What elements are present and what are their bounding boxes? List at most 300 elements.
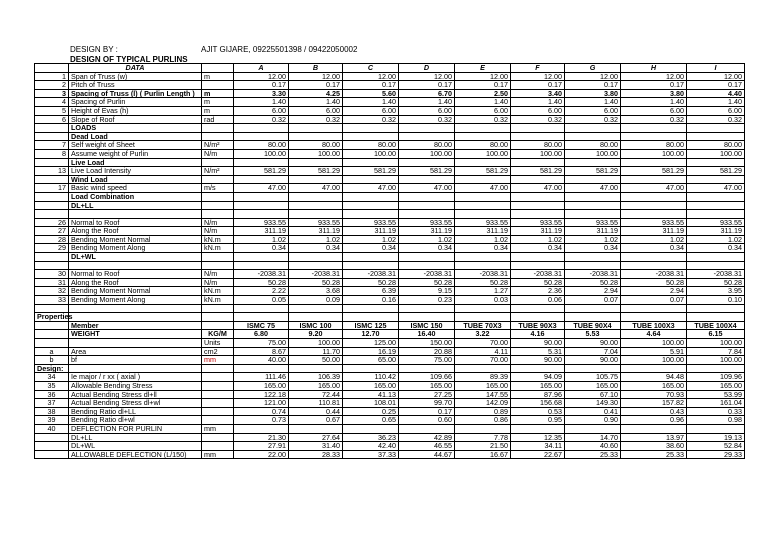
value-cell[interactable]: 0.74	[234, 407, 289, 416]
value-cell[interactable]: 933.55	[455, 218, 511, 227]
row-label-cell[interactable]: Dead Load	[69, 132, 202, 141]
value-cell[interactable]: 0.34	[565, 244, 621, 253]
value-cell[interactable]: 1.40	[621, 98, 687, 107]
value-cell[interactable]: 90.00	[511, 339, 565, 348]
value-cell[interactable]: 27.25	[399, 390, 455, 399]
value-cell[interactable]	[289, 253, 343, 262]
value-cell[interactable]: 2.22	[234, 287, 289, 296]
value-cell[interactable]: C	[343, 64, 399, 73]
row-number-cell[interactable]	[35, 433, 69, 442]
row-number-cell[interactable]	[35, 192, 69, 201]
value-cell[interactable]: 1.40	[343, 98, 399, 107]
value-cell[interactable]: I	[687, 64, 745, 73]
value-cell[interactable]: 1.02	[234, 235, 289, 244]
value-cell[interactable]: ISMC 125	[343, 321, 399, 330]
row-number-cell[interactable]: 26	[35, 218, 69, 227]
value-cell[interactable]	[687, 124, 745, 133]
value-cell[interactable]: 1.40	[565, 98, 621, 107]
value-cell[interactable]: D	[399, 64, 455, 73]
value-cell[interactable]: 12.00	[565, 72, 621, 81]
value-cell[interactable]: -2038.31	[289, 270, 343, 279]
value-cell[interactable]: 6.70	[399, 89, 455, 98]
row-label-cell[interactable]: Pitch of Truss	[69, 81, 202, 90]
value-cell[interactable]: 80.00	[511, 141, 565, 150]
row-label-cell[interactable]: Load Combination	[69, 192, 202, 201]
row-label-cell[interactable]: LOADS	[69, 124, 202, 133]
row-label-cell[interactable]: Actual Bending Stress dl+ll	[69, 390, 202, 399]
row-number-cell[interactable]	[35, 253, 69, 262]
value-cell[interactable]: 311.19	[234, 227, 289, 236]
value-cell[interactable]	[621, 253, 687, 262]
value-cell[interactable]: 0.32	[343, 115, 399, 124]
unit-cell[interactable]: kN.m	[202, 244, 234, 253]
row-number-cell[interactable]: 33	[35, 296, 69, 305]
value-cell[interactable]: 38.60	[621, 442, 687, 451]
value-cell[interactable]: 150.00	[399, 339, 455, 348]
value-cell[interactable]: 0.34	[687, 244, 745, 253]
value-cell[interactable]	[511, 124, 565, 133]
unit-cell[interactable]: m/s	[202, 184, 234, 193]
value-cell[interactable]: 28.33	[289, 450, 343, 459]
unit-cell[interactable]	[202, 210, 234, 219]
value-cell[interactable]: 47.00	[687, 184, 745, 193]
value-cell[interactable]: 25.33	[565, 450, 621, 459]
value-cell[interactable]	[621, 210, 687, 219]
value-cell[interactable]: A	[234, 64, 289, 73]
value-cell[interactable]	[565, 253, 621, 262]
value-cell[interactable]: 0.65	[343, 416, 399, 425]
value-cell[interactable]: 157.82	[621, 399, 687, 408]
row-number-cell[interactable]: 34	[35, 373, 69, 382]
value-cell[interactable]: 0.44	[289, 407, 343, 416]
unit-cell[interactable]	[202, 373, 234, 382]
value-cell[interactable]	[687, 192, 745, 201]
unit-cell[interactable]	[202, 433, 234, 442]
value-cell[interactable]: -2038.31	[234, 270, 289, 279]
value-cell[interactable]: 12.00	[687, 72, 745, 81]
value-cell[interactable]: 933.55	[565, 218, 621, 227]
value-cell[interactable]: 100.00	[621, 149, 687, 158]
row-label-cell[interactable]: Bending Moment Along	[69, 296, 202, 305]
unit-cell[interactable]: N/m	[202, 227, 234, 236]
row-number-cell[interactable]: 13	[35, 167, 69, 176]
value-cell[interactable]: 41.13	[343, 390, 399, 399]
value-cell[interactable]	[565, 201, 621, 210]
value-cell[interactable]: 100.00	[687, 339, 745, 348]
value-cell[interactable]: 50.28	[687, 278, 745, 287]
value-cell[interactable]: 0.06	[511, 296, 565, 305]
row-label-cell[interactable]: Bending Ratio dl+wl	[69, 416, 202, 425]
value-cell[interactable]: H	[621, 64, 687, 73]
value-cell[interactable]: 6.80	[234, 330, 289, 339]
value-cell[interactable]: 47.00	[343, 184, 399, 193]
value-cell[interactable]: 0.34	[511, 244, 565, 253]
row-number-cell[interactable]: 7	[35, 141, 69, 150]
value-cell[interactable]: 0.41	[565, 407, 621, 416]
value-cell[interactable]: 16.19	[343, 347, 399, 356]
row-number-cell[interactable]: 6	[35, 115, 69, 124]
value-cell[interactable]: 0.17	[455, 81, 511, 90]
unit-cell[interactable]: KG/M	[202, 330, 234, 339]
value-cell[interactable]: 0.86	[455, 416, 511, 425]
value-cell[interactable]	[289, 424, 343, 433]
value-cell[interactable]: 0.32	[687, 115, 745, 124]
row-label-cell[interactable]: Span of Truss (w)	[69, 72, 202, 81]
unit-cell[interactable]: mm	[202, 424, 234, 433]
unit-cell[interactable]: N/m	[202, 278, 234, 287]
row-label-cell[interactable]: Actual Bending Stress dl+wl	[69, 399, 202, 408]
value-cell[interactable]: 50.28	[289, 278, 343, 287]
value-cell[interactable]: 1.02	[565, 235, 621, 244]
value-cell[interactable]: 19.13	[687, 433, 745, 442]
value-cell[interactable]	[565, 424, 621, 433]
value-cell[interactable]: 6.15	[687, 330, 745, 339]
value-cell[interactable]	[565, 124, 621, 133]
value-cell[interactable]: -2038.31	[621, 270, 687, 279]
value-cell[interactable]: 3.80	[565, 89, 621, 98]
value-cell[interactable]: 50.00	[289, 356, 343, 365]
value-cell[interactable]: 89.39	[455, 373, 511, 382]
value-cell[interactable]: 0.34	[289, 244, 343, 253]
value-cell[interactable]: 311.19	[511, 227, 565, 236]
unit-cell[interactable]	[202, 304, 234, 313]
value-cell[interactable]: 1.40	[289, 98, 343, 107]
value-cell[interactable]: 0.07	[565, 296, 621, 305]
value-cell[interactable]: 12.70	[343, 330, 399, 339]
value-cell[interactable]: 0.90	[565, 416, 621, 425]
value-cell[interactable]: 72.44	[289, 390, 343, 399]
value-cell[interactable]: 80.00	[289, 141, 343, 150]
row-number-cell[interactable]: 40	[35, 424, 69, 433]
value-cell[interactable]: 4.25	[289, 89, 343, 98]
value-cell[interactable]: 1.40	[687, 98, 745, 107]
value-cell[interactable]: 933.55	[289, 218, 343, 227]
value-cell[interactable]	[289, 124, 343, 133]
unit-cell[interactable]: N/m²	[202, 141, 234, 150]
value-cell[interactable]	[455, 124, 511, 133]
value-cell[interactable]: 2.94	[565, 287, 621, 296]
row-number-cell[interactable]	[35, 339, 69, 348]
value-cell[interactable]: 100.00	[687, 149, 745, 158]
row-number-cell[interactable]: Design:	[35, 364, 69, 373]
unit-cell[interactable]: m	[202, 98, 234, 107]
value-cell[interactable]	[565, 192, 621, 201]
value-cell[interactable]: 0.17	[343, 81, 399, 90]
value-cell[interactable]: 0.10	[687, 296, 745, 305]
value-cell[interactable]: 0.32	[399, 115, 455, 124]
row-label-cell[interactable]: DATA	[69, 64, 202, 73]
value-cell[interactable]: 0.32	[455, 115, 511, 124]
value-cell[interactable]	[343, 124, 399, 133]
value-cell[interactable]: 311.19	[343, 227, 399, 236]
value-cell[interactable]: 5.91	[621, 347, 687, 356]
unit-cell[interactable]	[202, 81, 234, 90]
value-cell[interactable]: TUBE 100X4	[687, 321, 745, 330]
value-cell[interactable]: 0.32	[621, 115, 687, 124]
value-cell[interactable]: F	[511, 64, 565, 73]
value-cell[interactable]: 3.95	[687, 287, 745, 296]
value-cell[interactable]: 122.18	[234, 390, 289, 399]
value-cell[interactable]: 3.30	[234, 89, 289, 98]
value-cell[interactable]: 7.04	[565, 347, 621, 356]
value-cell[interactable]: 21.50	[455, 442, 511, 451]
row-number-cell[interactable]: b	[35, 356, 69, 365]
value-cell[interactable]	[455, 304, 511, 313]
value-cell[interactable]: 0.33	[687, 407, 745, 416]
value-cell[interactable]: 933.55	[399, 218, 455, 227]
value-cell[interactable]: 933.55	[234, 218, 289, 227]
row-number-cell[interactable]	[35, 330, 69, 339]
value-cell[interactable]: 0.53	[511, 407, 565, 416]
row-label-cell[interactable]: WEIGHT	[69, 330, 202, 339]
value-cell[interactable]: -2038.31	[511, 270, 565, 279]
row-number-cell[interactable]: 17	[35, 184, 69, 193]
unit-cell[interactable]	[202, 124, 234, 133]
value-cell[interactable]: 8.67	[234, 347, 289, 356]
value-cell[interactable]: 40.60	[565, 442, 621, 451]
value-cell[interactable]: 311.19	[565, 227, 621, 236]
value-cell[interactable]	[455, 201, 511, 210]
value-cell[interactable]: 100.00	[455, 149, 511, 158]
value-cell[interactable]	[511, 304, 565, 313]
value-cell[interactable]: 12.00	[234, 72, 289, 81]
value-cell[interactable]: 50.28	[343, 278, 399, 287]
value-cell[interactable]: 50.28	[455, 278, 511, 287]
value-cell[interactable]: TUBE 100X3	[621, 321, 687, 330]
value-cell[interactable]	[234, 424, 289, 433]
value-cell[interactable]: 44.67	[399, 450, 455, 459]
value-cell[interactable]: 47.00	[289, 184, 343, 193]
value-cell[interactable]	[687, 304, 745, 313]
value-cell[interactable]	[289, 201, 343, 210]
value-cell[interactable]	[343, 192, 399, 201]
value-cell[interactable]: 3.80	[621, 89, 687, 98]
value-cell[interactable]: 311.19	[621, 227, 687, 236]
value-cell[interactable]	[343, 304, 399, 313]
value-cell[interactable]: 36.23	[343, 433, 399, 442]
row-label-cell[interactable]	[69, 304, 202, 313]
row-label-cell[interactable]: Assume weight of Purlin	[69, 149, 202, 158]
value-cell[interactable]: 12.00	[621, 72, 687, 81]
value-cell[interactable]: 37.33	[343, 450, 399, 459]
value-cell[interactable]	[621, 424, 687, 433]
value-cell[interactable]: 40.00	[234, 356, 289, 365]
value-cell[interactable]: 16.40	[399, 330, 455, 339]
unit-cell[interactable]: N/m	[202, 270, 234, 279]
unit-cell[interactable]: kN.m	[202, 287, 234, 296]
value-cell[interactable]: 11.70	[289, 347, 343, 356]
value-cell[interactable]: 6.00	[343, 106, 399, 115]
row-number-cell[interactable]: 37	[35, 399, 69, 408]
value-cell[interactable]: 1.02	[687, 235, 745, 244]
value-cell[interactable]: 0.05	[234, 296, 289, 305]
value-cell[interactable]: 156.68	[511, 399, 565, 408]
value-cell[interactable]: 70.00	[455, 339, 511, 348]
value-cell[interactable]: 100.00	[565, 149, 621, 158]
value-cell[interactable]: 16.67	[455, 450, 511, 459]
value-cell[interactable]: 0.34	[234, 244, 289, 253]
unit-cell[interactable]	[202, 399, 234, 408]
value-cell[interactable]: 1.02	[511, 235, 565, 244]
value-cell[interactable]: 47.00	[511, 184, 565, 193]
value-cell[interactable]: TUBE 70X3	[455, 321, 511, 330]
value-cell[interactable]: 1.02	[455, 235, 511, 244]
row-label-cell[interactable]: Normal to Roof	[69, 218, 202, 227]
row-label-cell[interactable]: Slope of Roof	[69, 115, 202, 124]
value-cell[interactable]: 50.28	[234, 278, 289, 287]
value-cell[interactable]: 1.02	[399, 235, 455, 244]
value-cell[interactable]: 1.40	[399, 98, 455, 107]
value-cell[interactable]: 9.15	[399, 287, 455, 296]
unit-cell[interactable]	[202, 364, 234, 373]
row-number-cell[interactable]: 36	[35, 390, 69, 399]
row-label-cell[interactable]: Basic wind speed	[69, 184, 202, 193]
row-label-cell[interactable]: Spacing of Truss (l) ( Purlin Length )	[69, 89, 202, 98]
value-cell[interactable]: 0.09	[289, 296, 343, 305]
value-cell[interactable]	[455, 210, 511, 219]
value-cell[interactable]	[399, 253, 455, 262]
value-cell[interactable]: 125.00	[343, 339, 399, 348]
unit-cell[interactable]: cm2	[202, 347, 234, 356]
value-cell[interactable]: 933.55	[343, 218, 399, 227]
value-cell[interactable]	[399, 124, 455, 133]
value-cell[interactable]: 6.00	[399, 106, 455, 115]
value-cell[interactable]: 70.00	[455, 356, 511, 365]
value-cell[interactable]: 47.00	[455, 184, 511, 193]
value-cell[interactable]: 0.17	[687, 81, 745, 90]
value-cell[interactable]: 933.55	[687, 218, 745, 227]
value-cell[interactable]	[621, 304, 687, 313]
value-cell[interactable]: 581.29	[687, 167, 745, 176]
value-cell[interactable]: ISMC 75	[234, 321, 289, 330]
value-cell[interactable]	[621, 201, 687, 210]
value-cell[interactable]: 0.32	[511, 115, 565, 124]
value-cell[interactable]: 1.40	[511, 98, 565, 107]
value-cell[interactable]	[234, 210, 289, 219]
value-cell[interactable]: 581.29	[511, 167, 565, 176]
value-cell[interactable]: 22.00	[234, 450, 289, 459]
unit-cell[interactable]: mm	[202, 450, 234, 459]
value-cell[interactable]: 47.00	[234, 184, 289, 193]
row-number-cell[interactable]: 30	[35, 270, 69, 279]
value-cell[interactable]: 165.00	[511, 381, 565, 390]
row-number-cell[interactable]: 28	[35, 235, 69, 244]
value-cell[interactable]: 12.35	[511, 433, 565, 442]
value-cell[interactable]: 9.20	[289, 330, 343, 339]
value-cell[interactable]: 94.48	[621, 373, 687, 382]
value-cell[interactable]: 50.28	[565, 278, 621, 287]
row-number-cell[interactable]: 1	[35, 72, 69, 81]
value-cell[interactable]	[455, 253, 511, 262]
value-cell[interactable]: 94.09	[511, 373, 565, 382]
value-cell[interactable]	[399, 304, 455, 313]
value-cell[interactable]: 165.00	[234, 381, 289, 390]
value-cell[interactable]: 3.22	[455, 330, 511, 339]
value-cell[interactable]: 3.40	[511, 89, 565, 98]
value-cell[interactable]: 99.70	[399, 399, 455, 408]
row-number-cell[interactable]	[35, 210, 69, 219]
value-cell[interactable]: 0.95	[511, 416, 565, 425]
row-label-cell[interactable]	[69, 339, 202, 348]
value-cell[interactable]: 6.00	[455, 106, 511, 115]
value-cell[interactable]	[289, 192, 343, 201]
value-cell[interactable]: 21.30	[234, 433, 289, 442]
value-cell[interactable]: 0.07	[621, 296, 687, 305]
value-cell[interactable]: 111.46	[234, 373, 289, 382]
value-cell[interactable]: 100.00	[289, 339, 343, 348]
value-cell[interactable]: ISMC 100	[289, 321, 343, 330]
value-cell[interactable]: 105.75	[565, 373, 621, 382]
value-cell[interactable]: -2038.31	[565, 270, 621, 279]
value-cell[interactable]: 0.17	[234, 81, 289, 90]
value-cell[interactable]: 147.55	[455, 390, 511, 399]
value-cell[interactable]: 6.00	[289, 106, 343, 115]
unit-cell[interactable]	[202, 407, 234, 416]
value-cell[interactable]: 165.00	[289, 381, 343, 390]
value-cell[interactable]	[234, 201, 289, 210]
value-cell[interactable]: 0.23	[399, 296, 455, 305]
value-cell[interactable]	[621, 192, 687, 201]
value-cell[interactable]: 14.70	[565, 433, 621, 442]
row-number-cell[interactable]: 39	[35, 416, 69, 425]
value-cell[interactable]	[687, 201, 745, 210]
value-cell[interactable]: 87.96	[511, 390, 565, 399]
value-cell[interactable]: -2038.31	[455, 270, 511, 279]
value-cell[interactable]: 581.29	[565, 167, 621, 176]
value-cell[interactable]: 100.00	[234, 149, 289, 158]
row-label-cell[interactable]: Area	[69, 347, 202, 356]
value-cell[interactable]: 4.64	[621, 330, 687, 339]
value-cell[interactable]	[234, 304, 289, 313]
value-cell[interactable]: 311.19	[687, 227, 745, 236]
value-cell[interactable]: 149.30	[565, 399, 621, 408]
row-label-cell[interactable]: Bending Moment Normal	[69, 235, 202, 244]
value-cell[interactable]: 22.67	[511, 450, 565, 459]
value-cell[interactable]: 100.00	[621, 356, 687, 365]
row-label-cell[interactable]: DL+WL	[69, 442, 202, 451]
value-cell[interactable]: 5.53	[565, 330, 621, 339]
value-cell[interactable]: 5.31	[511, 347, 565, 356]
value-cell[interactable]: 165.00	[687, 381, 745, 390]
value-cell[interactable]: 25.33	[621, 450, 687, 459]
unit-cell[interactable]: Units	[202, 339, 234, 348]
value-cell[interactable]: 34.11	[511, 442, 565, 451]
row-label-cell[interactable]: DL+LL	[69, 201, 202, 210]
value-cell[interactable]: 6.39	[343, 287, 399, 296]
value-cell[interactable]: 0.17	[289, 81, 343, 90]
value-cell[interactable]	[511, 424, 565, 433]
value-cell[interactable]: 90.00	[565, 339, 621, 348]
value-cell[interactable]: 6.00	[687, 106, 745, 115]
value-cell[interactable]: 0.98	[687, 416, 745, 425]
row-label-cell[interactable]: Live Load	[69, 158, 202, 167]
value-cell[interactable]: 52.84	[687, 442, 745, 451]
value-cell[interactable]: 80.00	[455, 141, 511, 150]
row-number-cell[interactable]	[35, 64, 69, 73]
value-cell[interactable]: 12.00	[511, 72, 565, 81]
value-cell[interactable]: 0.96	[621, 416, 687, 425]
value-cell[interactable]	[289, 210, 343, 219]
value-cell[interactable]: -2038.31	[343, 270, 399, 279]
value-cell[interactable]: 311.19	[399, 227, 455, 236]
value-cell[interactable]: 100.00	[511, 149, 565, 158]
value-cell[interactable]: 100.00	[687, 356, 745, 365]
row-label-cell[interactable]	[69, 210, 202, 219]
value-cell[interactable]: 165.00	[621, 381, 687, 390]
value-cell[interactable]: 47.00	[399, 184, 455, 193]
row-number-cell[interactable]: 32	[35, 287, 69, 296]
value-cell[interactable]: 109.66	[399, 373, 455, 382]
